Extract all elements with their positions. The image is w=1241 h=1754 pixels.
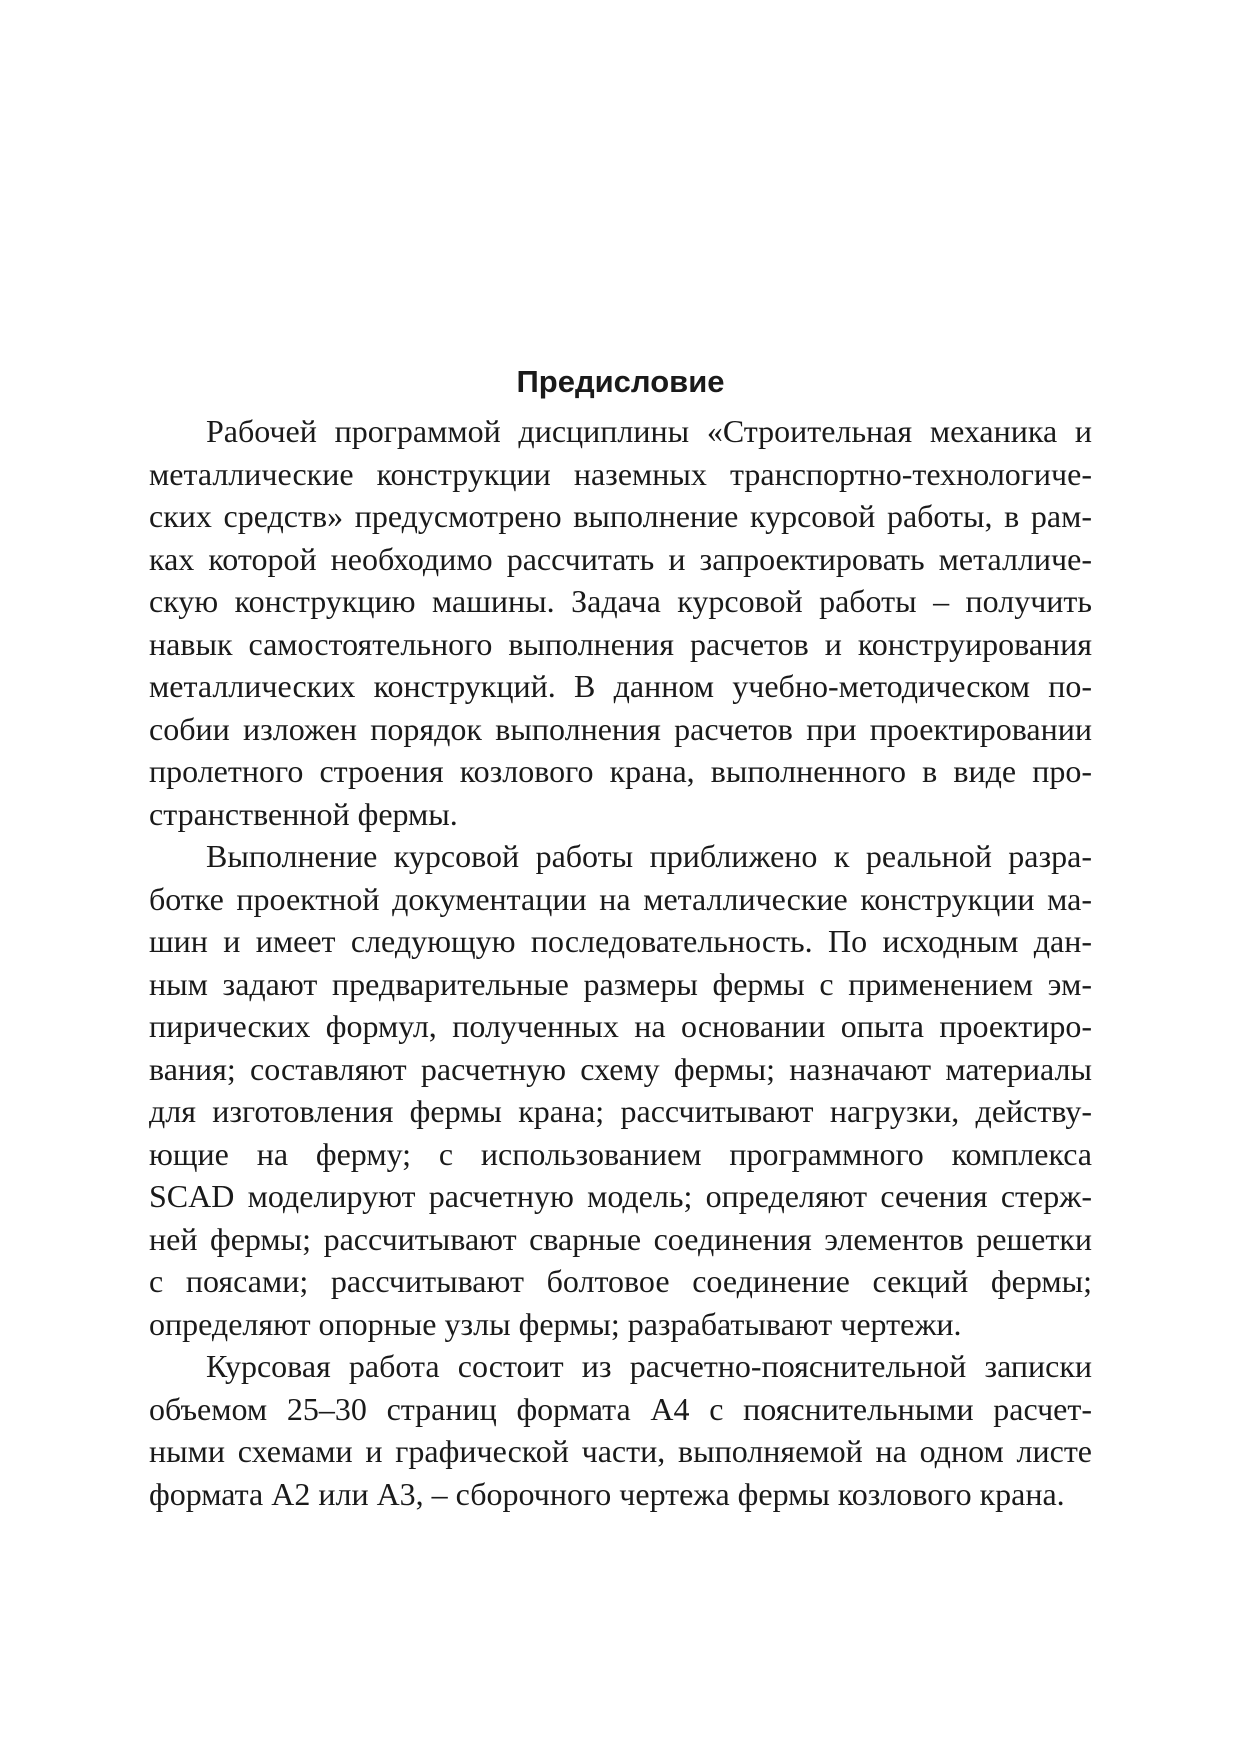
- text-line: странственной фермы.: [149, 795, 458, 832]
- text-line: ющие на ферму; с использованием программного комплекса: [149, 1135, 1092, 1172]
- text-line: шин и имеет следующую последовательность. По исходным дан-: [149, 923, 1092, 959]
- paragraph-3: [149, 1345, 1092, 1515]
- text-line: ботке проектной документации на металлические конструкции ма-: [149, 880, 1092, 917]
- page-title: Предисловие: [516, 364, 725, 399]
- text-line: навык самостоятельного выполнения расчетов и конструирования: [149, 625, 1092, 662]
- text-line: собии изложен порядок выполнения расчетов при проектировании: [149, 710, 1092, 747]
- text-line: вания; составляют расчетную схему фермы; назначают материалы: [149, 1050, 1092, 1087]
- text-line: ными схемами и графической части, выполняемой на одном листе: [149, 1433, 1092, 1469]
- text-line: пролетного строения козлового крана, выполненного в виде про-: [149, 753, 1092, 789]
- text-line: определяют опорные узлы фермы; разрабатывают чертежи.: [149, 1305, 962, 1342]
- text-line: скую конструкцию машины. Задача курсовой работы – получить: [149, 583, 1092, 619]
- text-line: Рабочей программой дисциплины «Строительная механика и: [206, 413, 1092, 449]
- text-line: пирических формул, полученных на основании опыта проектиро-: [149, 1008, 1092, 1044]
- text-line: для изготовления фермы крана; рассчитывают нагрузки, действу-: [149, 1093, 1092, 1129]
- text-line: SCAD моделируют расчетную модель; определяют сечения стерж-: [149, 1178, 1092, 1214]
- text-line: ках которой необходимо рассчитать и запроектировать металличе-: [149, 540, 1092, 577]
- text-line: Выполнение курсовой работы приближено к реальной разра-: [206, 838, 1092, 874]
- text-line: с поясами; рассчитывают болтовое соединение секций фермы;: [149, 1263, 1092, 1299]
- paragraph-1: [149, 410, 1092, 835]
- text-line: металлических конструкций. В данном учебно-методическом по-: [149, 668, 1092, 704]
- text-line: ней фермы; рассчитывают сварные соединения элементов решетки: [149, 1220, 1092, 1257]
- text-line: Курсовая работа состоит из расчетно-пояснительной записки: [206, 1348, 1092, 1384]
- text-line: формата А2 или А3, – сборочного чертежа фермы козлового крана.: [149, 1475, 1065, 1512]
- text-line: ских средств» предусмотрено выполнение курсовой работы, в рам-: [149, 498, 1092, 534]
- text-line: объемом 25–30 страниц формата А4 с пояснительными расчет-: [149, 1390, 1092, 1427]
- paragraph-2: [149, 835, 1092, 1345]
- text-line: ным задают предварительные размеры фермы с применением эм-: [149, 965, 1092, 1002]
- text-line: металлические конструкции наземных транспортно-технологиче-: [149, 455, 1092, 492]
